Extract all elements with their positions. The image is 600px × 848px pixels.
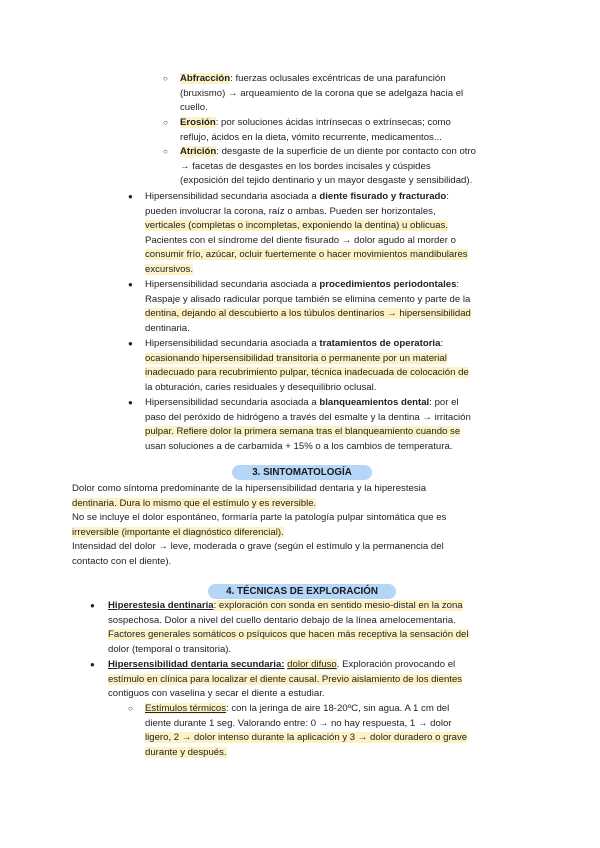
section-heading-sintomatologia: 3. SINTOMATOLOGÍA bbox=[232, 465, 372, 480]
subitem-abfraccion: Abfracción: fuerzas oclusales excéntricas de una parafunción (bruxismo) → arqueamiento de la corona que se adelgaza hacia el cuello. bbox=[180, 73, 464, 114]
section-heading-tecnicas: 4. TÉCNICAS DE EXPLORACIÓN bbox=[208, 584, 396, 599]
bullet-icon: ● bbox=[90, 601, 95, 610]
circle-bullet-icon: ○ bbox=[128, 704, 133, 713]
item-hipersensibilidad-secundaria: Hipersensibilidad dentaria secundaria: dolor difuso. Exploración provocando el estímulo en clínica para localizar el diente causal. Previo aislamiento de los dientes contiguos con vaselina y secar el diente a estudiar. bbox=[108, 659, 463, 700]
sintomatologia-text: Dolor como síntoma predominante de la hipersensibilidad dentaria y la hiperestesia dentinaria. Dura lo mismo que el estímulo y es reversible. No se incluye el dolor espontáneo, formaría parte la patología pulpar sintomática que es irreversible (importante el diagnóstico diferencial). Intensidad del dolor → leve, moderada o grave (según el estímulo y la permanencia del contacto con el diente). bbox=[72, 483, 447, 567]
circle-bullet-icon: ○ bbox=[163, 147, 168, 156]
bullet-blanqueamiento: Hipersensibilidad secundaria asociada a blanqueamientos dental: por el paso del peróxido de hidrógeno a través del esmalte y la dentina → irritación pulpar. Refiere dolor la primera semana tras el blanqueamiento cuando se usan soluciones a de carbamida + 15% o a los cambios de temperatura. bbox=[145, 397, 471, 452]
subitem-estimulos-termicos: Estímulos térmicos: con la jeringa de aire 18-20ºC, sin agua. A 1 cm del diente durante 1 seg. Valorando entre: 0 → no hay respuesta, 1 → dolor ligero, 2 → dolor intenso durante la aplicación y 3 → dolor duradero o grave durante y después. bbox=[145, 703, 468, 758]
bullet-icon: ● bbox=[90, 660, 95, 669]
subitem-erosion: Erosión: por soluciones ácidas intrínsecas o extrínsecas; como reflujo, ácidos en la dieta, vómito recurrente, medicamentos... bbox=[180, 117, 451, 143]
bullet-operatoria: Hipersensibilidad secundaria asociada a tratamientos de operatoria: ocasionando hipersensibilidad transitoria o permanente por un material inadecuado para recubrimiento pulpar, técnica inadecuada de colocación de la obturación, caries residuales y desequilibrio oclusal. bbox=[145, 338, 469, 393]
bullet-icon: ● bbox=[128, 192, 133, 201]
subitem-atricion: Atrición: desgaste de la superficie de un diente por contacto con otro → facetas de desgastes en los bordes incisales y cúspides (exposición del tejido dentinario y un mayor desgaste y sensibilidad). bbox=[180, 146, 476, 187]
circle-bullet-icon: ○ bbox=[163, 118, 168, 127]
bullet-diente-fisurado: Hipersensibilidad secundaria asociada a diente fisurado y fracturado: pueden involucrar la corona, raíz o ambas. Pueden ser horizontales, verticales (completas o incompletas, exponiendo la dentina) u oblicuas. Pacientes con el síndrome del diente fisurado → dolor agudo al morder o consumir frío, azúcar, ocluir fuertemente o hacer movimientos mandibulares excursivos. bbox=[145, 191, 468, 275]
bullet-icon: ● bbox=[128, 339, 133, 348]
bullet-icon: ● bbox=[128, 398, 133, 407]
circle-bullet-icon: ○ bbox=[163, 74, 168, 83]
bullet-icon: ● bbox=[128, 280, 133, 289]
item-hiperestesia: Hiperestesia dentinaria: exploración con sonda en sentido mesio-distal en la zona sospechosa. Dolor a nivel del cuello dentario debajo de la línea amelocementaria. Factores generales somáticos o psíquicos que hacen más receptiva la sensación del dolor (temporal o transitoria). bbox=[108, 600, 469, 655]
bullet-periodontales: Hipersensibilidad secundaria asociada a procedimientos periodontales: Raspaje y alisado radicular porque también se elimina cemento y parte de la dentina, dejando al descubierto a los túbulos dentinarios → hipersensibilidad dentinaria. bbox=[145, 279, 471, 334]
